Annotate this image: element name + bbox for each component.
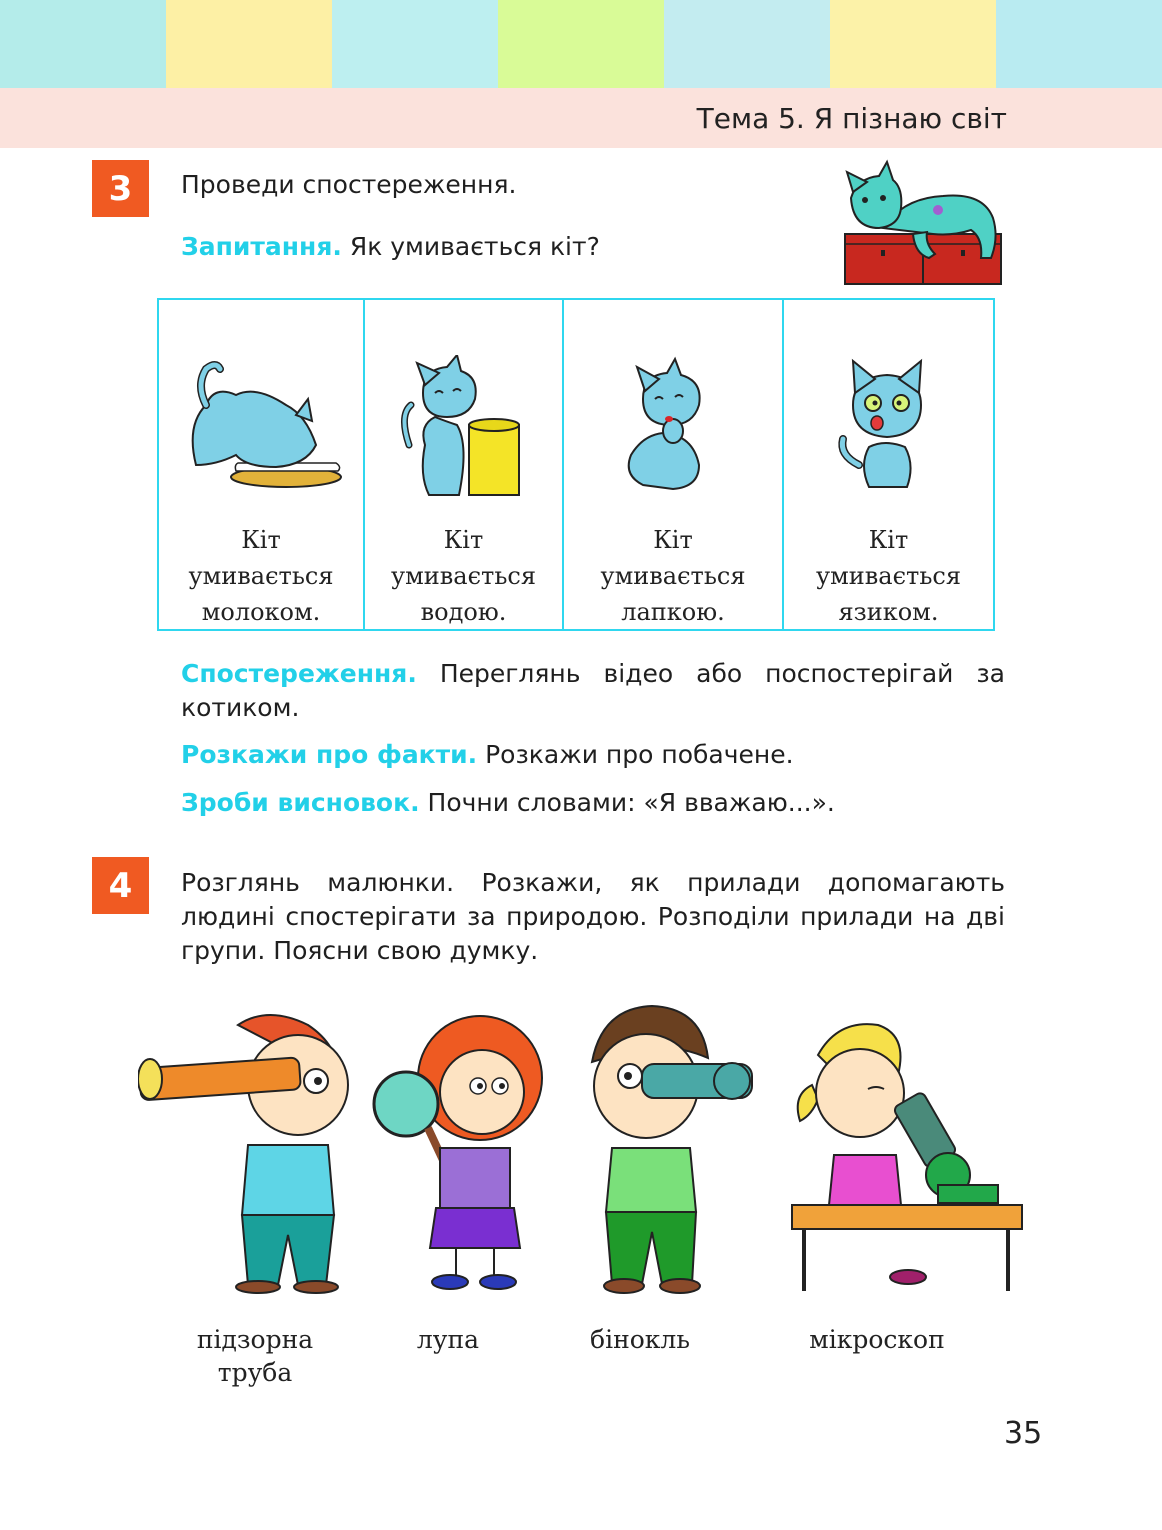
tool-label bbox=[570, 1323, 710, 1356]
stripe bbox=[996, 0, 1162, 88]
observation-label: Спостереження. bbox=[181, 659, 417, 688]
task-number-badge: 4 bbox=[92, 857, 149, 914]
stripe bbox=[0, 0, 166, 88]
tool-label bbox=[180, 1323, 330, 1389]
task3-conclusion bbox=[181, 786, 835, 820]
cat-milk-icon bbox=[176, 355, 346, 495]
stripe bbox=[166, 0, 332, 88]
caption-line: лапкою. bbox=[621, 598, 725, 626]
caption bbox=[564, 522, 782, 630]
magnifier-girl-icon bbox=[370, 1008, 550, 1293]
task3-question bbox=[181, 230, 600, 264]
tool-label-line: підзорна bbox=[196, 1325, 314, 1354]
tool-label-line: мікроскоп bbox=[809, 1325, 945, 1354]
caption-line: Кіт bbox=[653, 526, 693, 554]
caption-line: умивається bbox=[600, 562, 746, 590]
tool-label-line: лупа bbox=[416, 1325, 480, 1354]
observation-text: Переглянь відео або поспостерігай за котиком. bbox=[181, 659, 1005, 722]
tool-label-line: труба bbox=[217, 1358, 293, 1387]
question-text: Як умивається кіт? bbox=[341, 232, 600, 261]
caption bbox=[159, 522, 363, 630]
caption bbox=[784, 522, 993, 630]
caption-line: Кіт bbox=[241, 526, 281, 554]
caption-line: язиком. bbox=[838, 598, 939, 626]
caption-line: умивається bbox=[188, 562, 334, 590]
tool-label bbox=[792, 1323, 962, 1356]
binoculars-boy-icon bbox=[572, 1002, 762, 1297]
cat-washing-table bbox=[157, 298, 995, 631]
telescope-boy-icon bbox=[138, 1005, 363, 1295]
stripe bbox=[830, 0, 996, 88]
caption-line: молоком. bbox=[201, 598, 321, 626]
caption bbox=[365, 522, 562, 630]
task3-instruction: Проведи спостереження. bbox=[181, 170, 517, 199]
conclusion-text: Почни словами: «Я вважаю...». bbox=[419, 788, 835, 817]
table-cell bbox=[365, 300, 564, 629]
task-number-badge: 3 bbox=[92, 160, 149, 217]
theme-title: Тема 5. Я пізнаю світ bbox=[696, 102, 1007, 135]
stripe bbox=[332, 0, 498, 88]
cat-tongue-icon bbox=[829, 355, 949, 495]
stripe bbox=[664, 0, 830, 88]
facts-text: Розкажи про побачене. bbox=[477, 740, 794, 769]
task4-instruction: Розглянь малюнки. Розкажи, як прилади допомагають людині спостерігати за природою. Розподіли прилади на дві групи. Поясни свою думку. bbox=[181, 868, 1005, 965]
table-cell bbox=[159, 300, 365, 629]
caption-line: Кіт bbox=[868, 526, 909, 554]
cat-on-chest-icon bbox=[843, 158, 1003, 286]
header-color-stripes bbox=[0, 0, 1162, 88]
microscope-girl-icon bbox=[778, 1015, 1026, 1297]
conclusion-label: Зроби висновок. bbox=[181, 788, 420, 817]
caption-line: умивається bbox=[816, 562, 961, 590]
tool-label-line: бінокль bbox=[590, 1325, 690, 1354]
task3-observation bbox=[181, 657, 1005, 725]
cat-water-icon bbox=[399, 355, 529, 500]
facts-label: Розкажи про факти. bbox=[181, 740, 478, 769]
page-number: 35 bbox=[1004, 1416, 1043, 1451]
caption-line: умивається bbox=[391, 562, 536, 590]
caption-line: водою. bbox=[420, 598, 507, 626]
caption-line: Кіт bbox=[443, 526, 484, 554]
tool-label bbox=[398, 1323, 498, 1356]
table-cell bbox=[564, 300, 784, 629]
stripe bbox=[498, 0, 664, 88]
cat-paw-icon bbox=[613, 355, 733, 495]
question-label: Запитання. bbox=[181, 232, 342, 261]
task3-facts bbox=[181, 738, 794, 772]
table-cell bbox=[784, 300, 993, 629]
